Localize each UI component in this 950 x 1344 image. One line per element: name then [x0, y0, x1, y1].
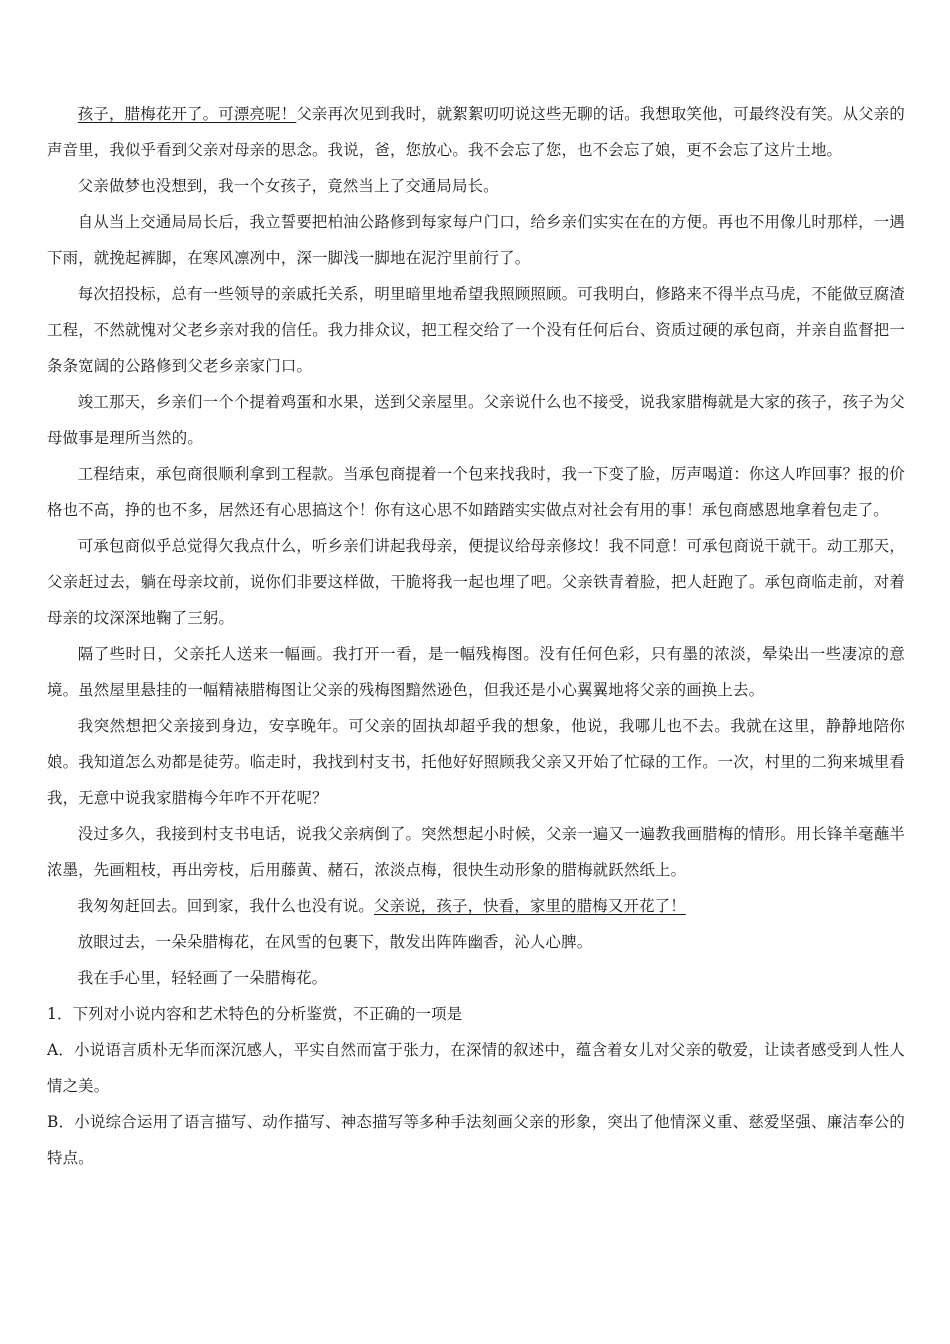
paragraph-text: 父亲再次见到我时，就絮絮叨叨说这些无聊的话。我想取笑他，可最终没有笑。从父亲的声音里，我似乎看到父亲对母亲的思念。我说，爸，您放心。我不会忘了您，也不会忘了娘，更不会忘了这片土地。	[47, 105, 905, 159]
story-paragraph-7: 可承包商似乎总觉得欠我点什么，听乡亲们讲起我母亲，便提议给母亲修坟！我不同意！可承包商说干就干。动工那天，父亲赶过去，躺在母亲坟前，说你们非要这样做，干脆将我一起也埋了吧。父亲铁青着脸，把人赶跑了。承包商临走前，对着母亲的坟深深地鞠了三躬。	[47, 537, 905, 627]
document-page	[47, 96, 905, 1176]
story-paragraph-6: 工程结束，承包商很顺利拿到工程款。当承包商提着一个包来找我时，我一下变了脸，厉声喝道：你这人咋回事？报的价格也不高，挣的也不多，居然还有心思搞这个！你有这心思不如踏踏实实做点对社会有用的事！承包商感恩地拿着包走了。	[47, 465, 905, 519]
underlined-quote-2: 父亲说，孩子，快看，家里的腊梅又开花了！	[374, 897, 686, 915]
story-paragraph-5: 竣工那天，乡亲们一个个提着鸡蛋和水果，送到父亲屋里。父亲说什么也不接受，说我家腊梅就是大家的孩子，孩子为父母做事是理所当然的。	[47, 393, 905, 447]
story-paragraph-2: 父亲做梦也没想到，我一个女孩子，竟然当上了交通局局长。	[77, 177, 499, 195]
story-paragraph-13: 我在手心里，轻轻画了一朵腊梅花。	[77, 969, 328, 987]
question-stem: 1．下列对小说内容和艺术特色的分析鉴赏，不正确的一项是	[47, 1005, 463, 1023]
story-paragraph-4: 每次招投标，总有一些领导的亲戚托关系，明里暗里地希望我照顾照顾。可我明白，修路来不得半点马虎，不能做豆腐渣工程，不然就愧对父老乡亲对我的信任。我力排众议，把工程交给了一个没有任何后台、资质过硬的承包商，并亲自监督把一条条宽阔的公路修到父老乡亲家门口。	[47, 285, 905, 375]
story-paragraph-8: 隔了些时日，父亲托人送来一幅画。我打开一看，是一幅残梅图。没有任何色彩，只有墨的浓淡，晕染出一些凄凉的意境。虽然屋里悬挂的一幅精裱腊梅图让父亲的残梅图黯然逊色，但我还是小心翼翼地将父亲的画换上去。	[47, 645, 905, 699]
paragraph-text: 我匆匆赶回去。回到家，我什么也没有说。	[77, 897, 375, 915]
story-paragraph-3: 自从当上交通局局长后，我立誓要把柏油公路修到每家每户门口，给乡亲们实实在在的方便。再也不用像儿时那样，一遇下雨，就挽起裤脚，在寒风凛冽中，深一脚浅一脚地在泥泞里前行了。	[47, 213, 905, 267]
story-paragraph-9: 我突然想把父亲接到身边，安享晚年。可父亲的固执却超乎我的想象，他说，我哪儿也不去。我就在这里，静静地陪你娘。我知道怎么劝都是徒劳。临走时，我找到村支书，托他好好照顾我父亲又开始了忙碌的工作。一次，村里的二狗来城里看我，无意中说我家腊梅今年咋不开花呢？	[47, 717, 905, 807]
story-paragraph-11	[47, 888, 905, 924]
story-paragraph-12: 放眼过去，一朵朵腊梅花，在风雪的包裹下，散发出阵阵幽香，沁人心脾。	[77, 933, 593, 951]
option-b: B．小说综合运用了语言描写、动作描写、神态描写等多种手法刻画父亲的形象，突出了他情深义重、慈爱坚强、廉洁奉公的特点。	[47, 1113, 905, 1167]
underlined-quote-1: 孩子，腊梅花开了。可漂亮呢！	[77, 105, 297, 123]
option-a: A．小说语言质朴无华而深沉感人，平实自然而富于张力，在深情的叙述中，蕴含着女儿对父亲的敬爱，让读者感受到人性人情之美。	[47, 1041, 905, 1095]
story-paragraph-1	[47, 96, 905, 168]
story-paragraph-10: 没过多久，我接到村支书电话，说我父亲病倒了。突然想起小时候，父亲一遍又一遍教我画腊梅的情形。用长锋羊毫蘸半浓墨，先画粗枝，再出旁枝，后用藤黄、赭石，浓淡点梅，很快生动形象的腊梅就跃然纸上。	[47, 825, 905, 879]
